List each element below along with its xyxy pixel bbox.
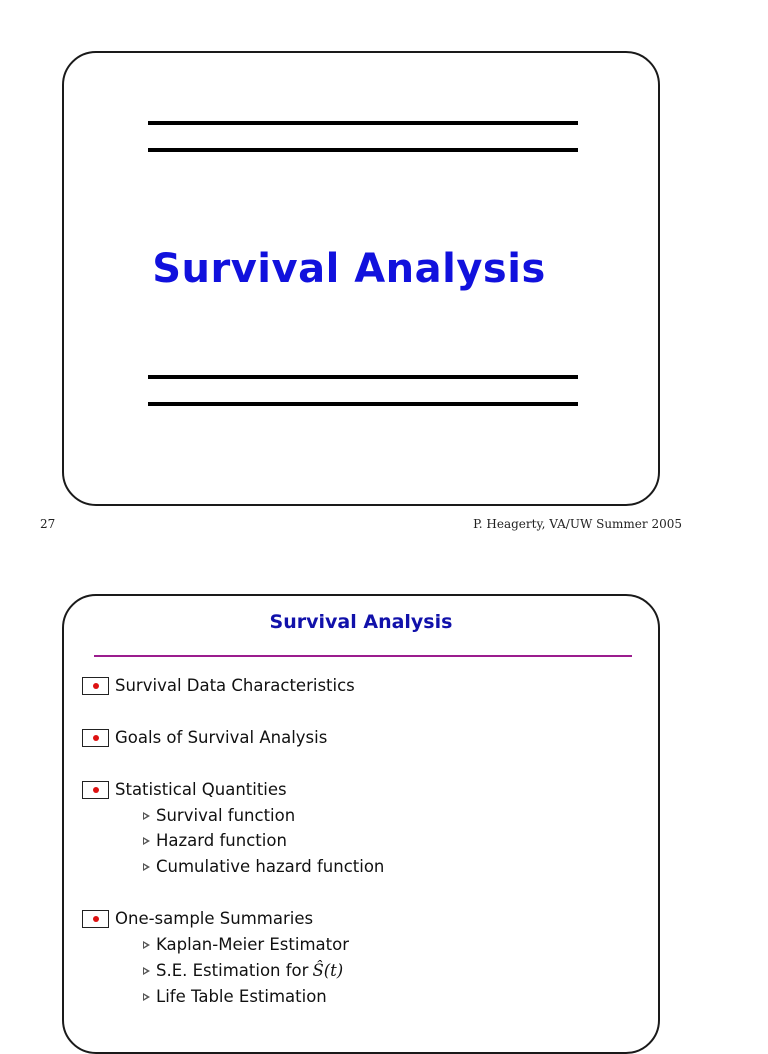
top-rule-1 bbox=[148, 121, 578, 125]
sub-item: S.E. Estimation for Ŝ(t) bbox=[143, 961, 343, 980]
slide-title: Survival Analysis bbox=[152, 246, 546, 292]
outline-title: Survival Analysis bbox=[269, 611, 453, 633]
list-item bbox=[82, 728, 327, 747]
bullet-icon bbox=[82, 677, 109, 695]
outline-slide bbox=[62, 594, 660, 1054]
list-item bbox=[82, 909, 313, 928]
triangle-bullet-icon bbox=[143, 837, 150, 845]
bullet-icon bbox=[82, 729, 109, 747]
item-label: Goals of Survival Analysis bbox=[115, 728, 328, 747]
triangle-bullet-icon bbox=[143, 967, 150, 975]
bullet-icon bbox=[82, 910, 109, 928]
math-term: Ŝ(t) bbox=[312, 961, 344, 980]
page-number: 27 bbox=[40, 517, 56, 531]
item-label: Survival Data Characteristics bbox=[115, 676, 355, 695]
sub-item: Life Table Estimation bbox=[143, 987, 327, 1006]
list-item bbox=[82, 780, 287, 799]
sub-item: Survival function bbox=[143, 806, 295, 825]
footer-credit: P. Heagerty, VA/UW Summer 2005 bbox=[473, 517, 682, 531]
item-label: Statistical Quantities bbox=[115, 780, 287, 799]
bottom-rule-2 bbox=[148, 402, 578, 406]
triangle-bullet-icon bbox=[143, 863, 150, 871]
sub-item: Hazard function bbox=[143, 831, 287, 850]
top-rule-2 bbox=[148, 148, 578, 152]
triangle-bullet-icon bbox=[143, 993, 150, 1001]
item-label: One-sample Summaries bbox=[115, 909, 314, 928]
triangle-bullet-icon bbox=[143, 941, 150, 949]
bullet-icon bbox=[82, 781, 109, 799]
list-item bbox=[82, 676, 355, 695]
sub-item: Cumulative hazard function bbox=[143, 857, 384, 876]
bottom-rule-1 bbox=[148, 375, 578, 379]
triangle-bullet-icon bbox=[143, 812, 150, 820]
sub-item: Kaplan-Meier Estimator bbox=[143, 935, 349, 954]
title-slide bbox=[62, 51, 660, 506]
title-underline bbox=[94, 655, 632, 657]
